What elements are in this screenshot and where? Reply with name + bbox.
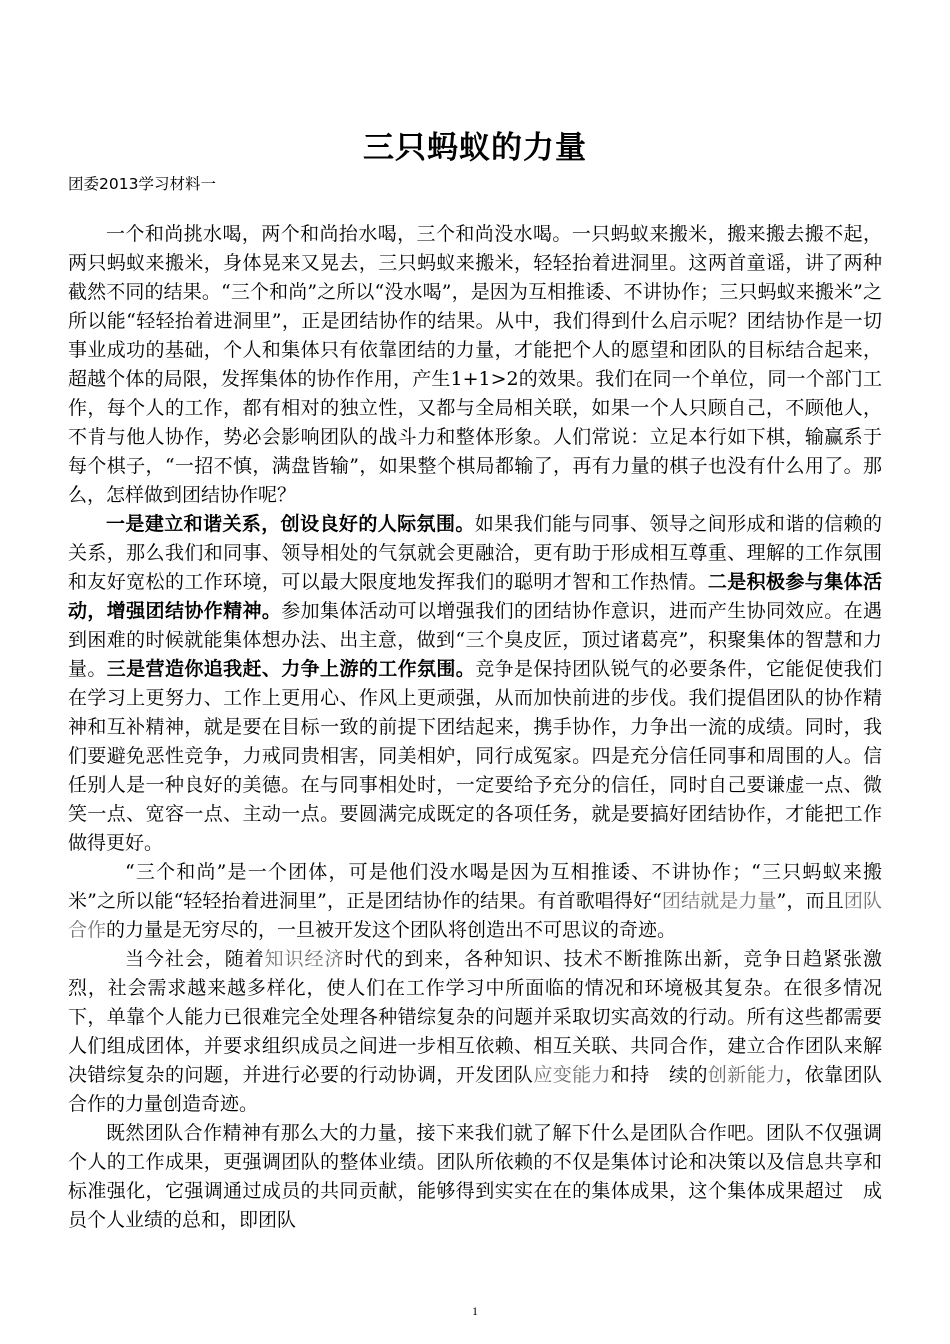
point-three-heading: 三是营造你追我赶、力争上游的工作氛围。 <box>106 658 476 680</box>
page-number: 1 <box>472 1304 478 1318</box>
link-teamwork[interactable]: 团队合作 <box>68 890 882 941</box>
p3-text-2: ”，而且 <box>776 890 844 912</box>
paragraph-5: 既然团队合作精神有那么大的力量，接下来我们就了解下什么是团队合作吧。团队不仅强调个人的工作成果，更强调团队的整体业绩。团队所依赖的不仅是集体讨论和决策以及信息共享和标准强化，它强调通过成员的共同贡献，能够得到实实在在的集体成果，这个集体成果超过 成员个人业绩的总和，即团队 <box>68 1122 882 1231</box>
point-one-heading: 一是建立和谐关系，创设良好的人际氛围。 <box>106 513 475 535</box>
point-one-text: 如果我们能与同事、领导之间形成和谐的信赖的关系，那么我们和同事、领导相处的气氛就会更融洽，更有助于形成相互尊重、理解的工作氛围和友好宽松的工作环境，可以最大限度地发挥我们的聪明才智和工作热情。 <box>68 513 882 593</box>
p3-text-1: “三个和尚”是一个团体，可是他们没水喝是因为互相推诿、不讲协作；“三只蚂蚁来搬米”之所以能“轻轻抬着进洞里”，正是团结协作的结果。有首歌唱得好“ <box>68 861 882 912</box>
p4-text-2: 时代的到来，各种知识、技术不断推陈出新，竞争日趋紧张激烈，社会需求越来越多样化，使人们在工作学习中所面临的情况和环境极其复杂。在很多情况下，单靠个人能力已很难完全处理各种错综复杂的问题并采取切实高效的行动。所有这些都需要人们组成团体，并要求组织成员之间进一步相互依赖、相互关联、共同合作，建立合作团队来解决错综复杂的问题，并进行必要的行动协调，开发团队 <box>68 948 882 1086</box>
link-knowledge-economy[interactable]: 知识经济 <box>264 948 345 970</box>
point-three-text: 竞争是保持团队锐气的必要条件，它能促使我们在学习上更努力、工作上更用心、作风上更顽强，从而加快前进的步伐。我们提倡团队的协作精神和互补精神，就是要在目标一致的前提下团结起来，携手协作，力争出一流的成绩。同时，我们要避免恶性竞争，力戒同贵相害，同美相妒，同行成冤家。四是充分信任同事和周围的人。信任别人是一种良好的美德。在与同事相处时，一定要给予充分的信任，同时自己要谦虚一点、微笑一点、宽容一点、主动一点。要圆满完成既定的各项任务，就是要搞好团结协作，才能把工作做得更好。 <box>68 658 882 854</box>
p4-text-4: ，依靠团队合作的力量创造奇迹。 <box>68 1064 882 1115</box>
point-two-heading: 二是积极参与集体活动，增强团结协作精神。 <box>68 571 882 622</box>
p4-text-3: 和持 续的 <box>610 1064 708 1086</box>
document-body <box>68 220 882 1235</box>
document-subtitle: 团委2013学习材料一 <box>68 175 216 193</box>
link-unity-is-strength[interactable]: 团结就是力量 <box>661 890 777 912</box>
paragraph-3 <box>68 858 882 945</box>
paragraph-1: 一个和尚挑水喝，两个和尚抬水喝，三个和尚没水喝。一只蚂蚁来搬米，搬来搬去搬不起，两只蚂蚁来搬米，身体晃来又晃去，三只蚂蚁来搬米，轻轻抬着进洞里。这两首童谣，讲了两种截然不同的结果。“三个和尚”之所以“没水喝”，是因为互相推诿、不讲协作；三只蚂蚁来搬米”之所以能“轻轻抬着进洞里”，正是团结协作的结果。从中，我们得到什么启示呢？团结协作是一切事业成功的基础，个人和集体只有依靠团结的力量，才能把个人的愿望和团队的目标结合起来，超越个体的局限，发挥集体的协作作用，产生1+1>2的效果。我们在同一个单位，同一个部门工作，每个人的工作，都有相对的独立性，又都与全局相关联，如果一个人只顾自己，不顾他人，不肯与他人协作，势必会影响团队的战斗力和整体形象。人们常说：立足本行如下棋，输赢系于每个棋子，“一招不慎，满盘皆输”，如果整个棋局都输了，再有力量的棋子也没有什么用了。那么，怎样做到团结协作呢？ <box>68 223 882 506</box>
document-title: 三只蚂蚁的力量 <box>363 130 587 166</box>
point-two-text: 参加集体活动可以增强我们的团结协作意识，进而产生协同效应。在遇到困难的时候就能集体想办法、出主意，做到“三个臭皮匠，顶过诸葛亮”，积聚集体的智慧和力量。 <box>68 600 882 680</box>
link-innovation[interactable]: 创新能力 <box>707 1064 786 1086</box>
paragraph-2 <box>68 510 882 858</box>
paragraph-4 <box>68 945 882 1119</box>
p4-text-1: 当今社会，随着 <box>125 948 265 970</box>
link-adaptability[interactable]: 应变能力 <box>533 1064 611 1086</box>
p3-text-3: 的力量是无穷尽的，一旦被开发这个团队将创造出不可思议的奇迹。 <box>106 919 677 941</box>
